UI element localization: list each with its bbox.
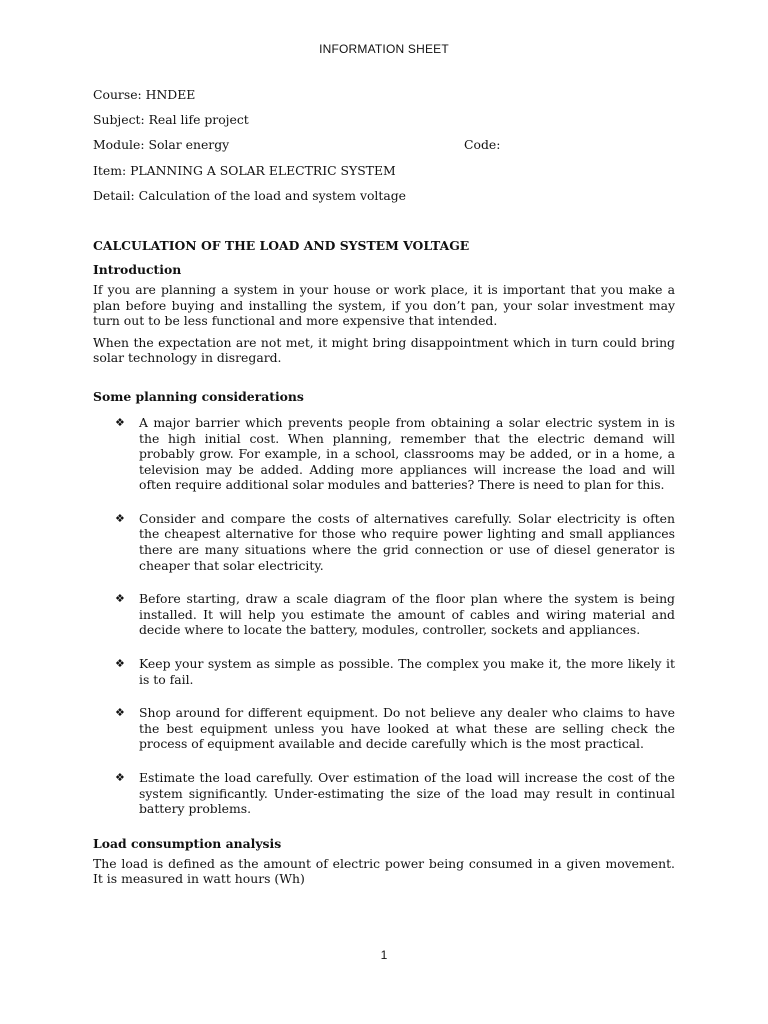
list-item-text: Estimate the load carefully. Over estimation of the load will increase the cost of the system significantly. Under-estimating the size of the load may result in continual battery problems. bbox=[139, 770, 675, 817]
list-item-text: Keep your system as simple as possible. The complex you make it, the more likely it is to fail. bbox=[139, 656, 675, 687]
subject-line bbox=[93, 111, 675, 136]
load-heading: Load consumption analysis bbox=[93, 835, 282, 851]
list-item-text: A major barrier which prevents people from obtaining a solar electric system in is the high initial cost. When planning, remember that the electric demand will probably grow. For example, in a school, classrooms may be added, or in a home, a television may be added. Adding more appliances will increase the load and will often require additional solar modules and batteries? There is need to plan for this. bbox=[139, 414, 675, 493]
item-text: Item: PLANNING A SOLAR ELECTRIC SYSTEM bbox=[93, 162, 396, 178]
list-item-text: Before starting, draw a scale diagram of the floor plan where the system is being installed. It will help you estimate the amount of cables and wiring material and decide where to locate the battery, modules, controller, sockets and appliances. bbox=[139, 591, 675, 638]
section-heading: CALCULATION OF THE LOAD AND SYSTEM VOLTAGE bbox=[93, 237, 470, 253]
course-line bbox=[93, 86, 675, 111]
module-line bbox=[93, 136, 675, 161]
planning-list bbox=[93, 415, 675, 817]
list-item bbox=[93, 415, 675, 493]
list-item bbox=[93, 705, 675, 752]
introduction-paragraph-1: If you are planning a system in your house or work place, it is important that you make a plan before buying and installing the system, if you don’t pan, your solar investment may turn out to be less functional and more expensive that intended. bbox=[93, 281, 675, 329]
subject-text: Subject: Real life project bbox=[93, 112, 249, 128]
diamond-bullet-icon: ❖ bbox=[115, 657, 125, 671]
item-line bbox=[93, 162, 675, 187]
list-item bbox=[93, 591, 675, 638]
code-label: Code: bbox=[464, 137, 501, 153]
introduction-heading: Introduction bbox=[93, 261, 182, 277]
detail-line bbox=[93, 187, 675, 212]
course-text: Course: HNDEE bbox=[93, 87, 196, 102]
load-paragraph: The load is defined as the amount of electric power being consumed in a given movement. It is measured in watt hours (Wh) bbox=[93, 855, 675, 887]
list-item-text: Consider and compare the costs of alternatives carefully. Solar electricity is often the cheapest alternative for those who require power lighting and small appliances there are many situations where the grid connection or use of diesel generator is cheaper that solar electricity. bbox=[139, 510, 675, 573]
list-item bbox=[93, 656, 675, 687]
diamond-bullet-icon: ❖ bbox=[115, 415, 125, 429]
diamond-bullet-icon: ❖ bbox=[115, 511, 125, 525]
detail-text: Detail: Calculation of the load and system voltage bbox=[93, 187, 406, 203]
diamond-bullet-icon: ❖ bbox=[115, 592, 125, 606]
page-number: 1 bbox=[380, 948, 388, 962]
document-body bbox=[93, 86, 675, 887]
list-item-text: Shop around for different equipment. Do not believe any dealer who claims to have the best equipment unless you have looked at what these are selling check the process of equipment available and decide carefully which is the most practical. bbox=[139, 705, 675, 752]
diamond-bullet-icon: ❖ bbox=[115, 706, 125, 720]
introduction-paragraph-2: When the expectation are not met, it might bring disappointment which in turn could bring solar technology in disregard. bbox=[93, 334, 675, 366]
list-item bbox=[93, 511, 675, 573]
diamond-bullet-icon: ❖ bbox=[115, 771, 125, 784]
planning-heading: Some planning considerations bbox=[93, 388, 304, 404]
module-text: Module: Solar energy bbox=[93, 137, 230, 153]
sheet-title: INFORMATION SHEET bbox=[319, 42, 449, 56]
list-item bbox=[93, 770, 675, 817]
